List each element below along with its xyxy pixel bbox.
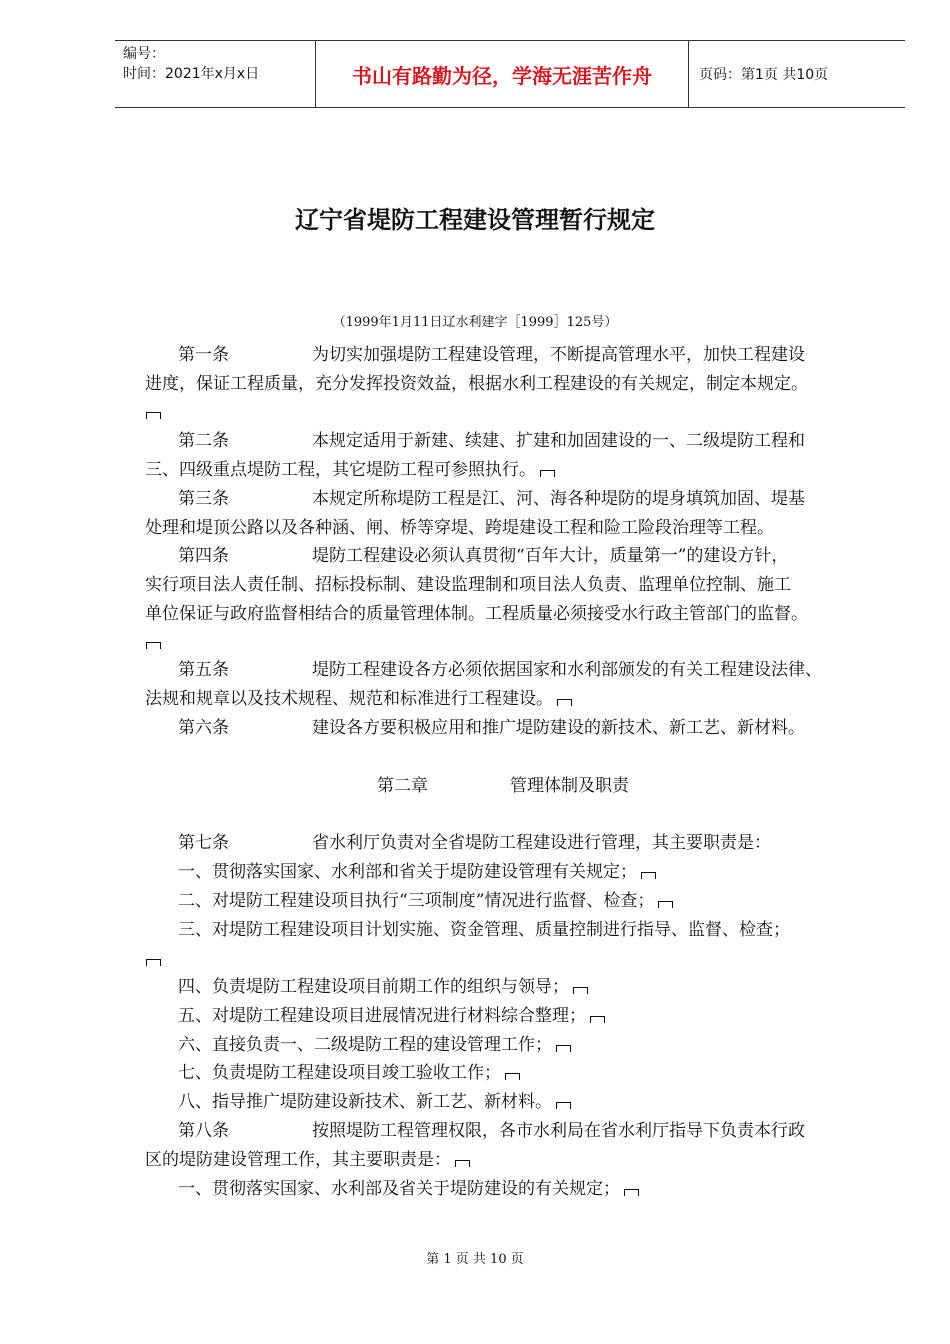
document-subtitle: （1999年1月11日辽水利建字［1999］125号）: [332, 315, 618, 330]
doc-time-label: 时间：2021年x月x日: [123, 66, 260, 82]
paragraph-mark-icon: [505, 1073, 520, 1080]
list-item: 一、贯彻落实国家、水利部及省关于堤防建设的有关规定；: [178, 1179, 639, 1199]
paragraph-mark-icon: [624, 1189, 639, 1196]
chapter-2-title: 管理体制及职责: [510, 776, 629, 796]
article-6-label: 第六条: [178, 718, 229, 738]
list-item: 四、负责堤防工程建设项目前期工作的组织与领导；: [178, 977, 588, 997]
article-3-label: 第三条: [178, 489, 229, 509]
article-4-line-1: 堤防工程建设必须认真贯彻“百年大计，质量第一”的建设方针，: [312, 546, 789, 566]
article-2-label: 第二条: [178, 431, 229, 451]
article-4-line-3: 单位保证与政府监督相结合的质量管理体制。工程质量必须接受水行政主管部门的监督。: [145, 604, 808, 624]
article-3-line-2: 处理和堤顶公路以及各种涵、闸、桥等穿堤、跨堤建设工程和险工险段治理等工程。: [145, 518, 774, 538]
chapter-2-label: 第二章: [377, 776, 428, 796]
paragraph-mark-icon: [573, 987, 588, 994]
article-8-line-1: 按照堤防工程管理权限，各市水利局在省水利厅指导下负责本行政: [312, 1121, 805, 1141]
document-title: 辽宁省堤防工程建设管理暂行规定: [295, 206, 655, 234]
article-7-line-1: 省水利厅负责对全省堤防工程建设进行管理，其主要职责是：: [312, 833, 771, 853]
paragraph-mark-icon: [658, 901, 673, 908]
article-4-line-2: 实行项目法人责任制、招标投标制、建设监理制和项目法人负责、监理单位控制、施工: [145, 575, 791, 595]
list-item: 六、直接负责一、二级堤防工程的建设管理工作；: [178, 1035, 571, 1055]
list-item: 八、指导推广堤防建设新技术、新工艺、新材料。: [178, 1092, 571, 1112]
header-page-label: 页码：第1页 共10页: [699, 67, 829, 83]
article-3-line-1: 本规定所称堤防工程是江、河、海各种堤防的堤身填筑加固、堤基: [312, 489, 805, 509]
paragraph-mark-icon: [146, 642, 161, 649]
header-meta: [115, 41, 316, 107]
doc-number-label: 编号：: [123, 46, 165, 62]
list-item: 二、对堤防工程建设项目执行“三项制度”情况进行监督、检查；: [178, 891, 673, 911]
paragraph-mark-icon: [641, 872, 656, 879]
article-4-label: 第四条: [178, 546, 229, 566]
header-motto: 书山有路勤为径，学海无涯苦作舟: [352, 63, 652, 88]
article-7-label: 第七条: [178, 833, 229, 853]
article-8-label: 第八条: [178, 1121, 229, 1141]
paragraph-mark-icon: [455, 1160, 470, 1167]
paragraph-mark-icon: [556, 1045, 571, 1052]
header-motto-cell: [316, 41, 689, 107]
paragraph-mark-icon: [556, 1102, 571, 1109]
paragraph-mark-icon: [146, 959, 161, 966]
article-6-line-1: 建设各方要积极应用和推广堤防建设的新技术、新工艺、新材料。: [312, 718, 805, 738]
page-footer: 第 1 页 共 10 页: [426, 1252, 524, 1267]
list-item: 三、对堤防工程建设项目计划实施、资金管理、质量控制进行指导、监督、检查；: [178, 920, 790, 940]
page-header: [115, 40, 905, 108]
list-item: 五、对堤防工程建设项目进展情况进行材料综合整理；: [178, 1006, 605, 1026]
article-5-line-1: 堤防工程建设各方必须依据国家和水利部颁发的有关工程建设法律、: [312, 660, 822, 680]
article-2-line-2: 三、四级重点堤防工程，其它堤防工程可参照执行。: [145, 460, 555, 480]
article-1-line-2: 进度，保证工程质量，充分发挥投资效益，根据水利工程建设的有关规定，制定本规定。: [145, 374, 808, 394]
list-item: 七、负责堤防工程建设项目竣工验收工作；: [178, 1063, 520, 1083]
header-page-cell: [689, 41, 905, 107]
article-5-line-2: 法规和规章以及技术规程、规范和标准进行工程建设。: [145, 689, 572, 709]
article-1-line-1: 为切实加强堤防工程建设管理，不断提高管理水平，加快工程建设: [312, 345, 805, 365]
article-2-line-1: 本规定适用于新建、续建、扩建和加固建设的一、二级堤防工程和: [312, 431, 805, 451]
article-8-line-2: 区的堤防建设管理工作，其主要职责是：: [145, 1150, 470, 1170]
article-5-label: 第五条: [178, 660, 229, 680]
paragraph-mark-icon: [540, 470, 555, 477]
article-1-label: 第一条: [178, 345, 229, 365]
list-item: 一、贯彻落实国家、水利部和省关于堤防建设管理有关规定；: [178, 862, 656, 882]
paragraph-mark-icon: [557, 699, 572, 706]
paragraph-mark-icon: [146, 412, 161, 419]
paragraph-mark-icon: [590, 1016, 605, 1023]
